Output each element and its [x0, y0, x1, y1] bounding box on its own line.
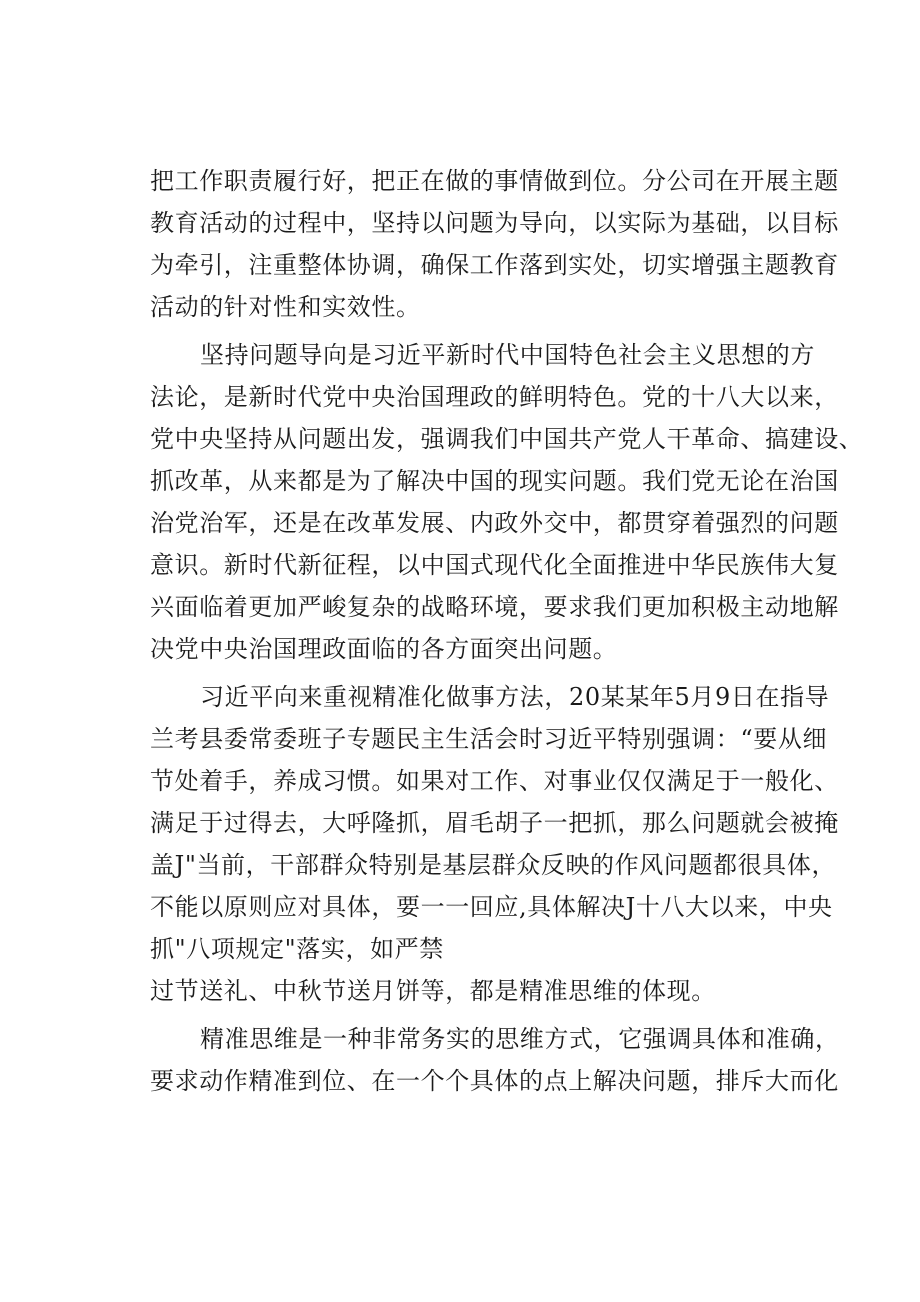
paragraph-start-line: 坚持问题导向是习近平新时代中国特色社会主义思想的方 [200, 341, 815, 369]
text-line: 把工作职责履行好，把正在做的事情做到位。分公司在开展主题 [150, 167, 839, 195]
text-line: 满足于过得去，大呼隆抓，眉毛胡子一把抓，那么问题就会被掩 [150, 809, 839, 837]
text-line: 节处着手，养成习惯。如果对工作、对事业仅仅满足于一般化、 [150, 767, 839, 795]
text-line: 意识。新时代新征程，以中国式现代化全面推进中华民族伟大复 [150, 551, 839, 579]
text-line: 教育活动的过程中，坚持以问题为导向，以实际为基础，以目标 [150, 209, 839, 237]
text-line: 要求动作精准到位、在一个个具体的点上解决问题，排斥大而化 [150, 1067, 839, 1095]
text-line: 兰考县委常委班子专题民主生活会时习近平特别强调：“要从细 [150, 725, 828, 753]
text-line: 抓改革，从来都是为了解决中国的现实问题。我们党无论在治国 [150, 467, 839, 495]
text-line: 为牵引，注重整体协调，确保工作落到实处，切实增强主题教育 [150, 251, 839, 279]
text-line: 兴面临着更加严峻复杂的战略环境，要求我们更加积极主动地解 [150, 593, 839, 621]
text-line: 决党中央治国理政面临的各方面突出问题。 [150, 635, 618, 663]
text-line: 盖J"当前，干部群众特别是基层群众反映的作风问题都很具体， [150, 851, 837, 879]
text-line: 过节送礼、中秋节送月饼等，都是精准思维的体现。 [150, 977, 716, 1005]
text-line: 治党治军，还是在改革发展、内政外交中，都贯穿着强烈的问题 [150, 509, 839, 537]
text-line: 不能以原则应对具体，要一一回应,具体解决J十八大以来，中央 [150, 893, 833, 921]
text-line: 抓"八项规定"落实，如严禁 [150, 935, 444, 963]
paragraph-start-line: 习近平向来重视精准化做事方法，20某某年5月9日在指导 [200, 683, 830, 711]
text-line: 法论，是新时代党中央治国理政的鲜明特色。党的十八大以来， [150, 383, 839, 411]
text-line: 活动的针对性和实效性。 [150, 293, 421, 321]
text-line: 党中央坚持从问题出发，强调我们中国共产党人干革命、搞建设、 [150, 425, 864, 453]
paragraph-start-line: 精准思维是一种非常务实的思维方式，它强调具体和准确， [200, 1025, 840, 1053]
